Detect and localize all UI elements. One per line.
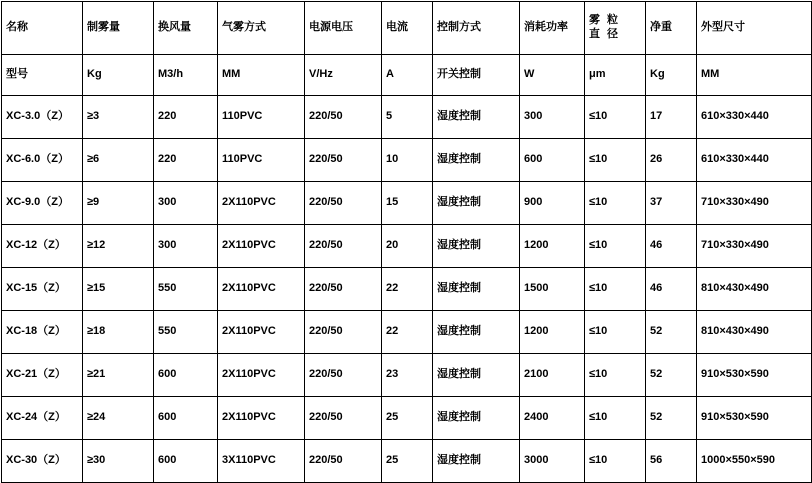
cell-current: 22: [382, 268, 433, 311]
cell-model: XC-21（Z）: [2, 354, 83, 397]
column-header-dimensions: 外型尺寸: [697, 2, 812, 55]
cell-power: 3000: [520, 440, 585, 483]
cell-droplet-diameter: ≤10: [585, 139, 646, 182]
unit-cell-model: 型号: [2, 55, 83, 96]
cell-current: 23: [382, 354, 433, 397]
cell-model: XC-24（Z）: [2, 397, 83, 440]
table-unit-row: [2, 55, 812, 96]
cell-droplet-diameter: ≤10: [585, 96, 646, 139]
cell-model: XC-30（Z）: [2, 440, 83, 483]
cell-voltage: 220/50: [305, 354, 382, 397]
cell-control-mode: 湿度控制: [433, 225, 520, 268]
unit-cell-fog-output: Kg: [83, 55, 154, 96]
cell-dimensions: 910×530×590: [697, 397, 812, 440]
cell-droplet-diameter: ≤10: [585, 354, 646, 397]
cell-voltage: 220/50: [305, 311, 382, 354]
unit-cell-net-weight: Kg: [646, 55, 697, 96]
cell-net-weight: 56: [646, 440, 697, 483]
cell-power: 600: [520, 139, 585, 182]
cell-fog-mode: 2X110PVC: [218, 354, 305, 397]
cell-model: XC-3.0（Z）: [2, 96, 83, 139]
cell-net-weight: 17: [646, 96, 697, 139]
cell-power: 1200: [520, 311, 585, 354]
cell-net-weight: 52: [646, 397, 697, 440]
cell-power: 300: [520, 96, 585, 139]
column-header-name: 名称: [2, 2, 83, 55]
cell-model: XC-12（Z）: [2, 225, 83, 268]
cell-control-mode: 湿度控制: [433, 268, 520, 311]
cell-model: XC-9.0（Z）: [2, 182, 83, 225]
column-header-control-mode: 控制方式: [433, 2, 520, 55]
cell-air-volume: 300: [154, 182, 218, 225]
cell-current: 25: [382, 397, 433, 440]
cell-power: 1500: [520, 268, 585, 311]
cell-dimensions: 1000×550×590: [697, 440, 812, 483]
unit-cell-control-mode: 开关控制: [433, 55, 520, 96]
cell-fog-mode: 2X110PVC: [218, 225, 305, 268]
cell-fog-output: ≥9: [83, 182, 154, 225]
column-header-net-weight: 净重: [646, 2, 697, 55]
column-header-air-volume: 换风量: [154, 2, 218, 55]
cell-net-weight: 26: [646, 139, 697, 182]
unit-cell-voltage: V/Hz: [305, 55, 382, 96]
cell-current: 10: [382, 139, 433, 182]
cell-control-mode: 湿度控制: [433, 354, 520, 397]
droplet-header-line2: 直 径: [589, 28, 621, 40]
cell-air-volume: 220: [154, 139, 218, 182]
cell-control-mode: 湿度控制: [433, 139, 520, 182]
table-row: [2, 268, 812, 311]
cell-current: 15: [382, 182, 433, 225]
cell-model: XC-15（Z）: [2, 268, 83, 311]
table-row: [2, 96, 812, 139]
unit-cell-air-volume: M3/h: [154, 55, 218, 96]
cell-fog-mode: 110PVC: [218, 139, 305, 182]
cell-dimensions: 610×330×440: [697, 139, 812, 182]
cell-dimensions: 710×330×490: [697, 225, 812, 268]
cell-power: 2100: [520, 354, 585, 397]
cell-net-weight: 52: [646, 354, 697, 397]
cell-fog-output: ≥21: [83, 354, 154, 397]
cell-dimensions: 810×430×490: [697, 311, 812, 354]
column-header-current: 电流: [382, 2, 433, 55]
cell-net-weight: 46: [646, 268, 697, 311]
unit-cell-power: W: [520, 55, 585, 96]
cell-dimensions: 810×430×490: [697, 268, 812, 311]
cell-air-volume: 600: [154, 397, 218, 440]
column-header-droplet-diameter: [585, 2, 646, 55]
cell-net-weight: 37: [646, 182, 697, 225]
cell-control-mode: 湿度控制: [433, 440, 520, 483]
column-header-fog-mode: 气雾方式: [218, 2, 305, 55]
cell-droplet-diameter: ≤10: [585, 311, 646, 354]
cell-voltage: 220/50: [305, 397, 382, 440]
cell-power: 900: [520, 182, 585, 225]
table-row: [2, 311, 812, 354]
cell-fog-mode: 110PVC: [218, 96, 305, 139]
cell-fog-output: ≥6: [83, 139, 154, 182]
cell-control-mode: 湿度控制: [433, 96, 520, 139]
cell-voltage: 220/50: [305, 225, 382, 268]
cell-control-mode: 湿度控制: [433, 311, 520, 354]
cell-fog-mode: 2X110PVC: [218, 182, 305, 225]
cell-voltage: 220/50: [305, 182, 382, 225]
cell-current: 20: [382, 225, 433, 268]
column-header-voltage: 电源电压: [305, 2, 382, 55]
cell-current: 25: [382, 440, 433, 483]
cell-model: XC-6.0（Z）: [2, 139, 83, 182]
cell-air-volume: 300: [154, 225, 218, 268]
droplet-header-line1: 雾 粒: [589, 14, 621, 27]
cell-power: 1200: [520, 225, 585, 268]
cell-fog-output: ≥18: [83, 311, 154, 354]
cell-droplet-diameter: ≤10: [585, 225, 646, 268]
cell-droplet-diameter: ≤10: [585, 397, 646, 440]
table-header-row: [2, 2, 812, 55]
cell-current: 5: [382, 96, 433, 139]
cell-air-volume: 600: [154, 440, 218, 483]
cell-power: 2400: [520, 397, 585, 440]
cell-droplet-diameter: ≤10: [585, 182, 646, 225]
cell-fog-mode: 2X110PVC: [218, 311, 305, 354]
cell-model: XC-18（Z）: [2, 311, 83, 354]
column-header-power: 消耗功率: [520, 2, 585, 55]
table-row: [2, 397, 812, 440]
cell-voltage: 220/50: [305, 139, 382, 182]
table-row: [2, 440, 812, 483]
cell-fog-output: ≥24: [83, 397, 154, 440]
cell-air-volume: 550: [154, 311, 218, 354]
cell-net-weight: 46: [646, 225, 697, 268]
table-row: [2, 182, 812, 225]
cell-fog-mode: 3X110PVC: [218, 440, 305, 483]
cell-air-volume: 220: [154, 96, 218, 139]
cell-fog-mode: 2X110PVC: [218, 268, 305, 311]
unit-cell-fog-mode: MM: [218, 55, 305, 96]
cell-fog-output: ≥3: [83, 96, 154, 139]
cell-dimensions: 610×330×440: [697, 96, 812, 139]
cell-droplet-diameter: ≤10: [585, 440, 646, 483]
cell-control-mode: 湿度控制: [433, 397, 520, 440]
specification-table: [1, 1, 812, 483]
cell-voltage: 220/50: [305, 268, 382, 311]
unit-cell-dimensions: MM: [697, 55, 812, 96]
cell-control-mode: 湿度控制: [433, 182, 520, 225]
cell-dimensions: 910×530×590: [697, 354, 812, 397]
cell-fog-output: ≥30: [83, 440, 154, 483]
cell-droplet-diameter: ≤10: [585, 268, 646, 311]
cell-dimensions: 710×330×490: [697, 182, 812, 225]
column-header-fog-output: 制雾量: [83, 2, 154, 55]
cell-voltage: 220/50: [305, 96, 382, 139]
unit-cell-droplet-diameter: μm: [585, 55, 646, 96]
cell-voltage: 220/50: [305, 440, 382, 483]
table-row: [2, 225, 812, 268]
table-row: [2, 354, 812, 397]
cell-current: 22: [382, 311, 433, 354]
unit-cell-current: A: [382, 55, 433, 96]
cell-air-volume: 600: [154, 354, 218, 397]
cell-fog-output: ≥12: [83, 225, 154, 268]
table-row: [2, 139, 812, 182]
cell-air-volume: 550: [154, 268, 218, 311]
cell-fog-mode: 2X110PVC: [218, 397, 305, 440]
cell-net-weight: 52: [646, 311, 697, 354]
cell-fog-output: ≥15: [83, 268, 154, 311]
